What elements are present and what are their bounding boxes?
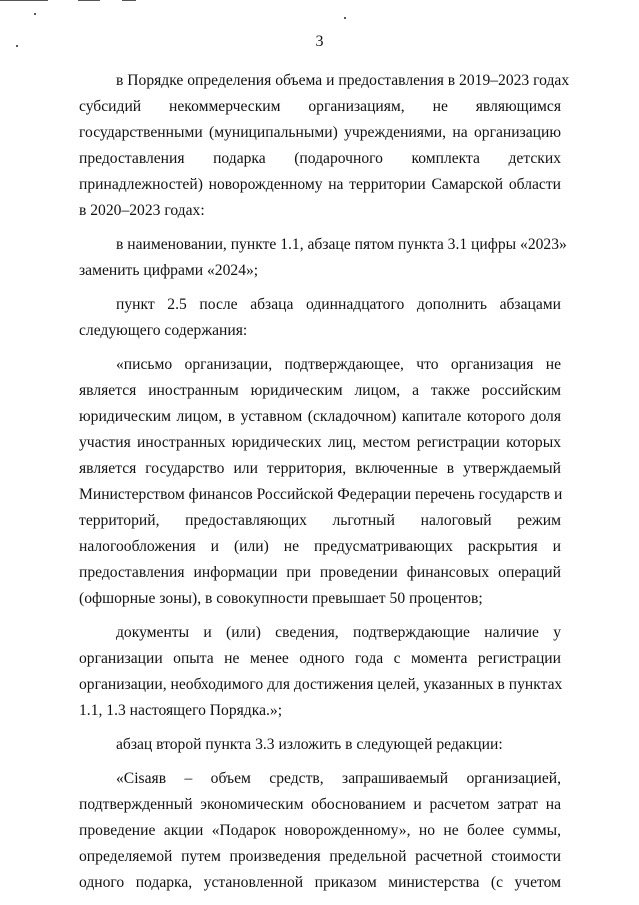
text-line: «письмо организации, подтверждающее, что организация не (116, 356, 561, 373)
text-line: «Cіsаяв – объем средств, запрашиваемый организацией, (116, 770, 561, 787)
text-line: предоставления подарка (подарочного комплекта детских (79, 150, 561, 167)
text-line: пункт 2.5 после абзаца одиннадцатого дополнить абзацами (116, 296, 561, 313)
text-line: субсидий некоммерческим организациям, не являющимся (79, 98, 561, 115)
text-line: предоставления информации при проведении финансовых операций (79, 564, 561, 581)
paragraph (79, 732, 561, 758)
paragraph (79, 620, 561, 724)
text-line: в наименовании, пункте 1.1, абзаце пятом пункта 3.1 цифры «2023» (116, 236, 567, 253)
scan-mark (78, 0, 100, 1)
text-line: организации, необходимого для достижения целей, указанных в пунктах (79, 676, 563, 693)
text-line: принадлежностей) новорожденному на территории Самарской области (79, 176, 561, 193)
text-line: 1.1, 1.3 настоящего Порядка.»; (79, 702, 283, 719)
text-line: государственными (муниципальными) учреждениями, на организацию (79, 124, 561, 141)
body-text (79, 68, 570, 896)
text-line: организации опыта не менее одного года с момента регистрации (79, 650, 561, 667)
text-line: в 2020–2023 годах: (79, 202, 205, 219)
text-line: является государство или территория, включенные в утверждаемый (79, 460, 561, 477)
text-line: следующего содержания: (79, 322, 248, 339)
text-line: является иностранным юридическим лицом, а также российским (79, 382, 561, 399)
paragraph (79, 292, 561, 344)
text-line: Министерством финансов Российской Федерации перечень государств и (79, 486, 563, 503)
scan-speck (34, 13, 36, 15)
text-line: абзац второй пункта 3.3 изложить в следующей редакции: (116, 736, 503, 753)
paragraph (79, 68, 570, 224)
paragraph (79, 352, 561, 612)
paragraph (79, 766, 561, 896)
text-line: проведение акции «Подарок новорожденному», но не более суммы, (79, 822, 561, 839)
paragraph (79, 232, 567, 284)
scan-mark (0, 0, 48, 1)
text-line: юридическим лицом, в уставном (складочном) капитале которого доля (79, 408, 561, 425)
text-line: в Порядке определения объема и предоставления в 2019–2023 годах (116, 72, 570, 89)
text-line: заменить цифрами «2024»; (79, 262, 259, 279)
text-line: определяемой путем произведения предельной расчетной стоимости (79, 848, 561, 865)
scan-mark (122, 0, 136, 1)
text-line: подтвержденный экономическим обоснованием и расчетом затрат на (79, 796, 561, 813)
text-line: территорий, предоставляющих льготный налоговый режим (79, 512, 561, 529)
text-line: (офшорные зоны), в совокупности превышает 50 процентов; (79, 590, 483, 607)
page-number: 3 (315, 33, 324, 50)
scan-speck (344, 17, 346, 19)
text-line: документы и (или) сведения, подтверждающие наличие у (116, 624, 561, 641)
text-line: участия иностранных юридических лиц, местом регистрации которых (79, 434, 561, 451)
text-line: одного подарка, установленной приказом министерства (с учетом (79, 874, 561, 891)
text-line: налогообложения и (или) не предусматривающих раскрытия и (79, 538, 561, 555)
